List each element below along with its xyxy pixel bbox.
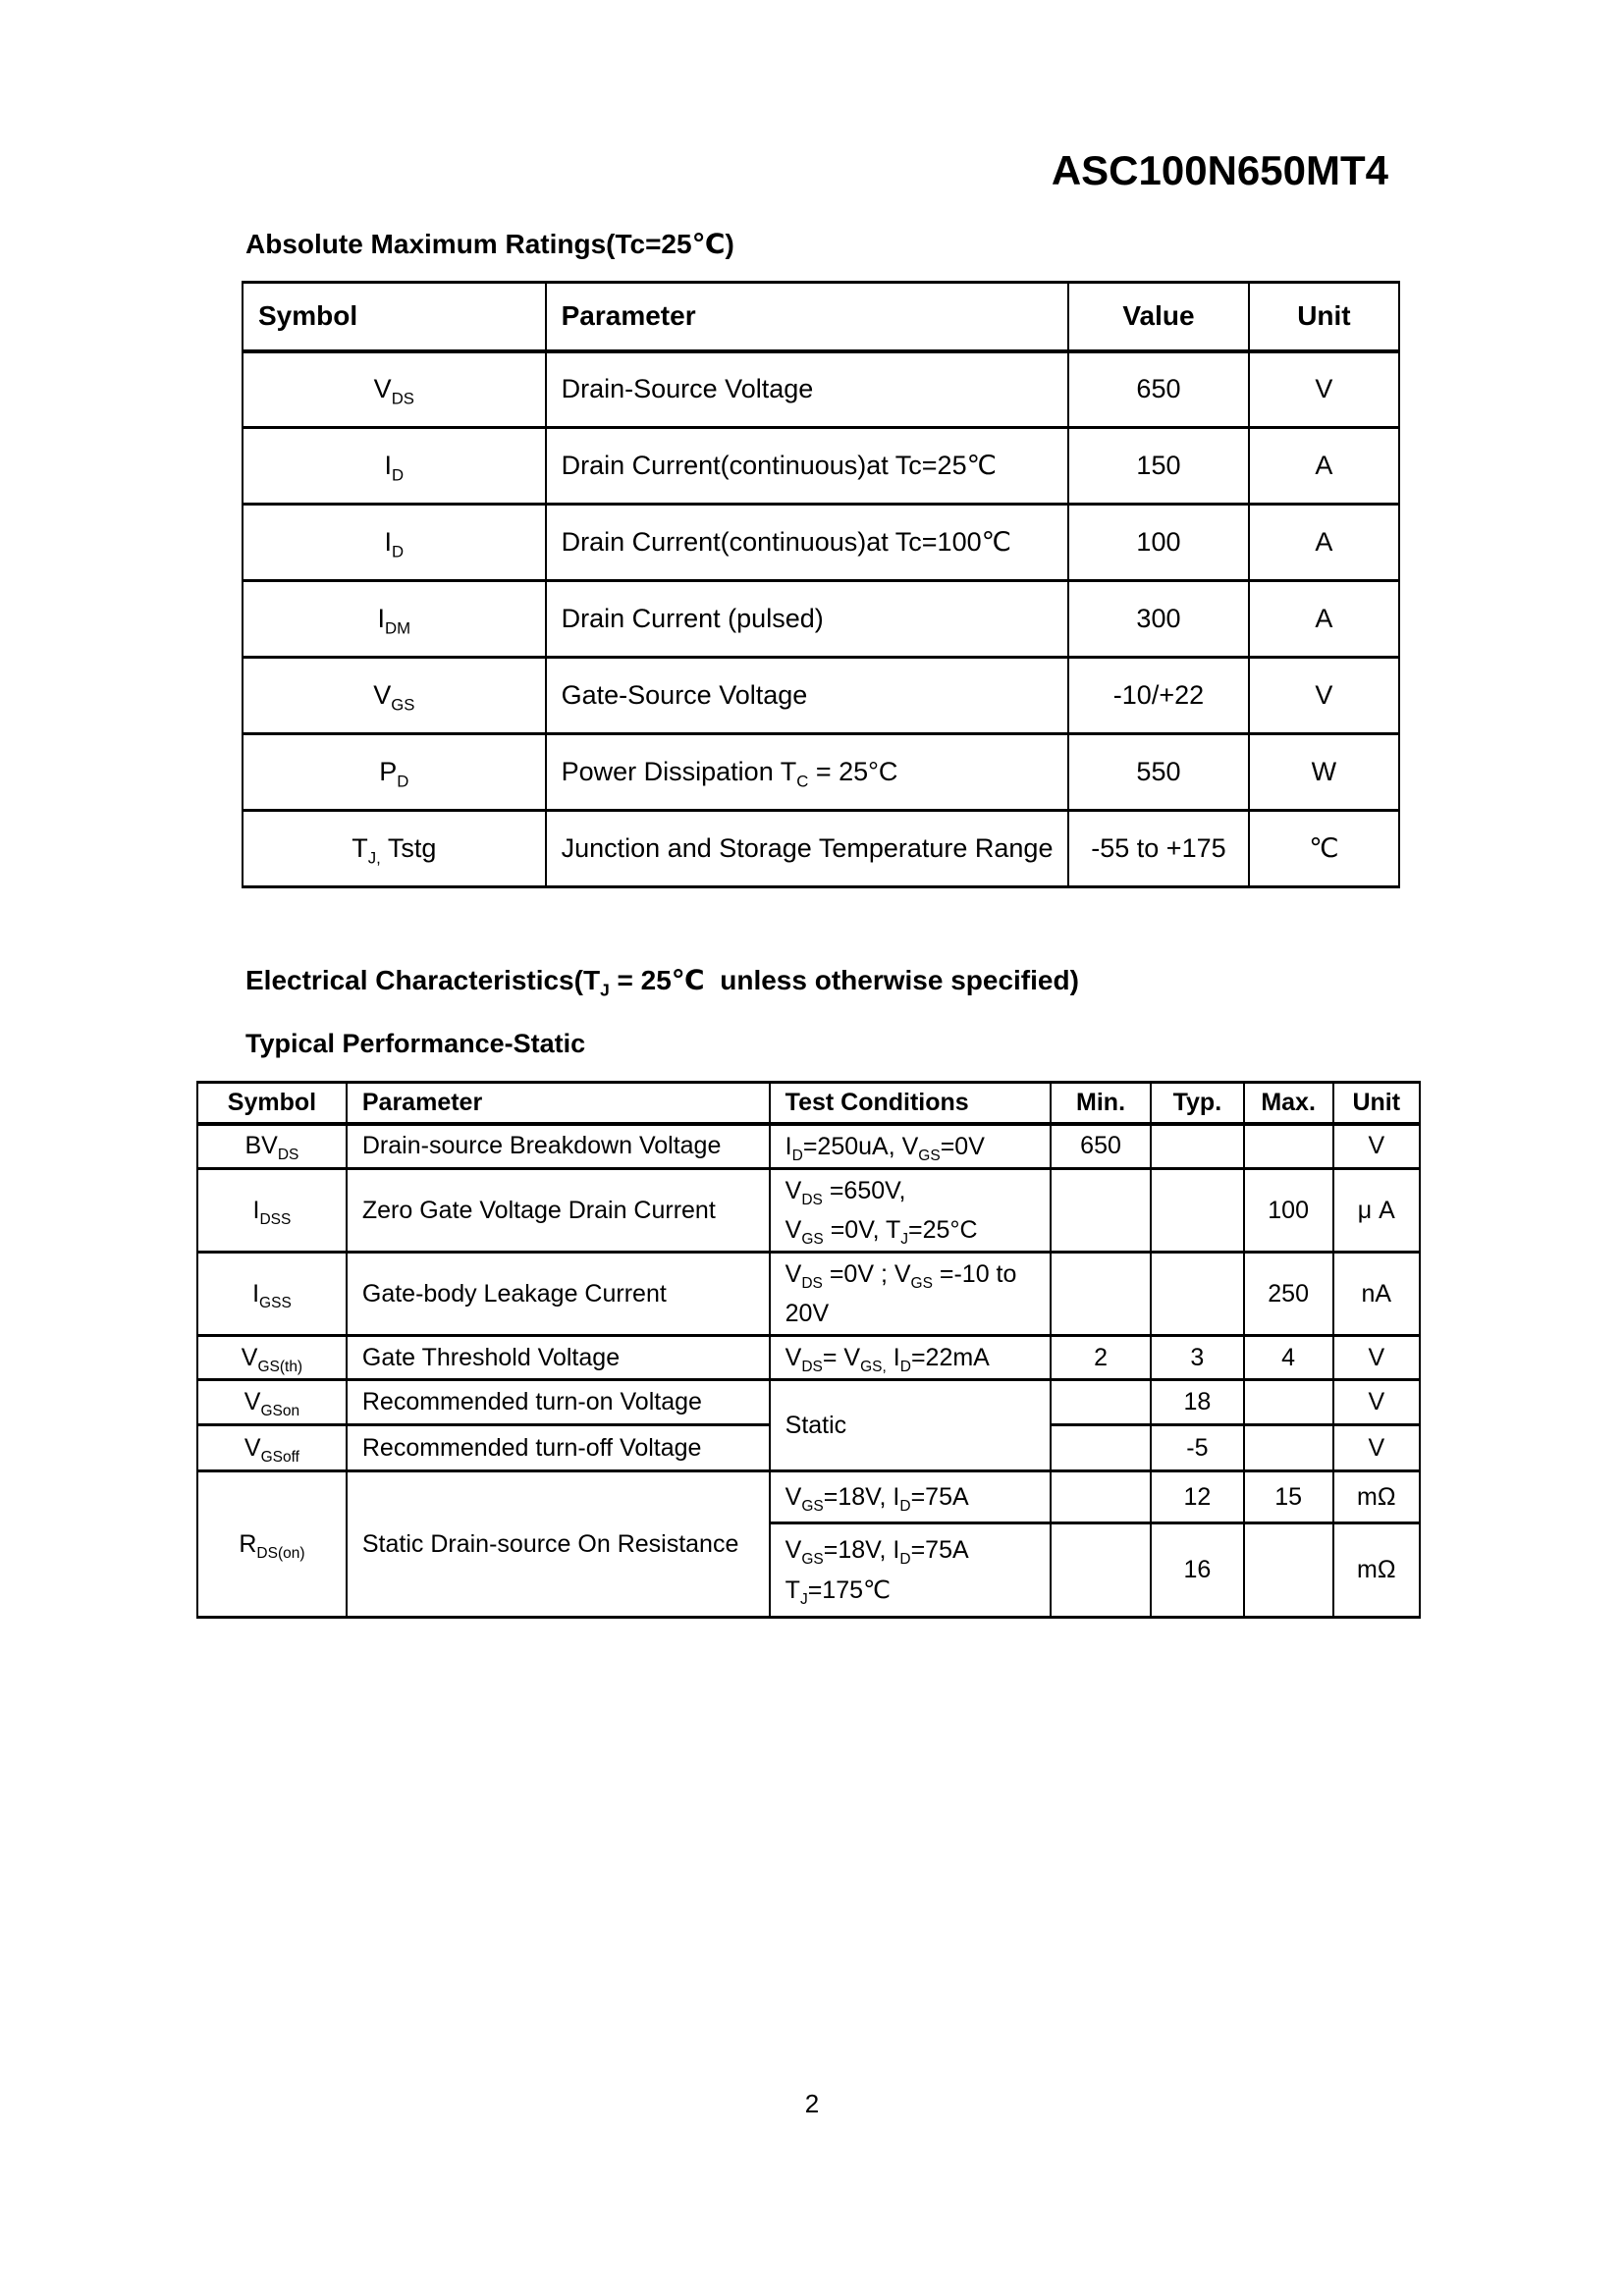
table-row (243, 658, 1399, 734)
typ-cell (1151, 1124, 1244, 1169)
col-header-min: Min. (1051, 1083, 1151, 1124)
table-header-row (243, 283, 1399, 351)
min-cell: 2 (1051, 1336, 1151, 1380)
symbol-cell: $V_{DS}$ (243, 351, 546, 428)
unit-cell: A (1249, 505, 1399, 581)
unit-cell: V (1333, 1336, 1420, 1380)
parameter-cell: Drain Current(continuous)at Tc=25℃ (546, 428, 1068, 505)
max-cell: 4 (1244, 1336, 1333, 1380)
symbol-cell: $R_{DS(on)}$ (197, 1471, 347, 1618)
typ-cell: 3 (1151, 1336, 1244, 1380)
col-header-value: Value (1068, 283, 1249, 351)
value-cell: -10/+22 (1068, 658, 1249, 734)
value-cell: 650 (1068, 351, 1249, 428)
parameter-cell: Static Drain-source On Resistance (347, 1471, 770, 1618)
parameter-cell: Drain Current (pulsed) (546, 581, 1068, 658)
symbol-cell: $I_D$ (243, 505, 546, 581)
page-title: ASC100N650MT4 (1051, 147, 1388, 193)
unit-cell: mΩ (1333, 1523, 1420, 1618)
min-cell (1051, 1471, 1151, 1523)
typ-cell (1151, 1253, 1244, 1336)
test-conditions-cell: $V_{DS}= V_{GS,}$ $I_D=22mA$ (770, 1336, 1051, 1380)
symbol-cell: $V_{GSon}$ (197, 1380, 347, 1425)
parameter-cell: Gate-Source Voltage (546, 658, 1068, 734)
parameter-cell: Power Dissipation $T_C = 25^\circ C$ (546, 734, 1068, 811)
table-row (243, 351, 1399, 428)
symbol-cell: $BV_{DS}$ (197, 1124, 347, 1169)
symbol-cell: $V_{GS(th)}$ (197, 1336, 347, 1380)
symbol-cell: $I_{DM}$ (243, 581, 546, 658)
min-cell (1051, 1169, 1151, 1253)
symbol-cell: $I_{DSS}$ (197, 1169, 347, 1253)
col-header-unit: Unit (1249, 283, 1399, 351)
symbol-cell: $I_D$ (243, 428, 546, 505)
max-cell: 250 (1244, 1253, 1333, 1336)
col-header-parameter: Parameter (347, 1083, 770, 1124)
symbol-cell: $T_{J,}$ Tstg (243, 811, 546, 887)
max-cell (1244, 1425, 1333, 1471)
value-cell: 300 (1068, 581, 1249, 658)
value-cell: 100 (1068, 505, 1249, 581)
value-cell: 550 (1068, 734, 1249, 811)
col-header-test-conditions: Test Conditions (770, 1083, 1051, 1124)
min-cell (1051, 1523, 1151, 1618)
typ-cell: 12 (1151, 1471, 1244, 1523)
parameter-cell: Junction and Storage Temperature Range (546, 811, 1068, 887)
max-cell: 100 (1244, 1169, 1333, 1253)
symbol-cell: $V_{GSoff}$ (197, 1425, 347, 1471)
parameter-cell: Zero Gate Voltage Drain Current (347, 1169, 770, 1253)
value-cell: -55 to +175 (1068, 811, 1249, 887)
unit-cell: A (1249, 428, 1399, 505)
abs-max-table (242, 281, 1400, 888)
parameter-cell: Recommended turn-off Voltage (347, 1425, 770, 1471)
test-conditions-cell: Static (770, 1380, 1051, 1471)
typ-cell (1151, 1169, 1244, 1253)
value-cell: 150 (1068, 428, 1249, 505)
table-header-row (197, 1083, 1420, 1124)
max-cell (1244, 1523, 1333, 1618)
unit-cell: V (1249, 351, 1399, 428)
test-conditions-cell: $I_D=250uA$, $V_{GS}=0V$ (770, 1124, 1051, 1169)
min-cell: 650 (1051, 1124, 1151, 1169)
unit-cell: mΩ (1333, 1471, 1420, 1523)
test-conditions-cell: $V_{GS}=18V$, $I_D=75A$ $T_J=175℃$ (770, 1523, 1051, 1618)
parameter-cell: Drain Current(continuous)at Tc=100℃ (546, 505, 1068, 581)
typ-cell: 16 (1151, 1523, 1244, 1618)
col-header-symbol: Symbol (197, 1083, 347, 1124)
page-number: 2 (804, 2089, 820, 2118)
parameter-cell: Recommended turn-on Voltage (347, 1380, 770, 1425)
symbol-cell: $I_{GSS}$ (197, 1253, 347, 1336)
unit-cell: W (1249, 734, 1399, 811)
parameter-cell: Gate-body Leakage Current (347, 1253, 770, 1336)
table-row (197, 1124, 1420, 1169)
table-row (197, 1336, 1420, 1380)
col-header-symbol: Symbol (243, 283, 546, 351)
symbol-cell: $V_{GS}$ (243, 658, 546, 734)
parameter-cell: Drain-Source Voltage (546, 351, 1068, 428)
min-cell (1051, 1380, 1151, 1425)
test-conditions-cell: $V_{DS} =0V$ ; $V_{GS} =-10$ to 20V (770, 1253, 1051, 1336)
typ-cell: -5 (1151, 1425, 1244, 1471)
max-cell: 15 (1244, 1471, 1333, 1523)
table-row (197, 1471, 1420, 1523)
table-row (243, 581, 1399, 658)
max-cell (1244, 1124, 1333, 1169)
unit-cell: V (1333, 1425, 1420, 1471)
typical-performance-heading: Typical Performance-Static (245, 1029, 586, 1058)
unit-cell: A (1249, 581, 1399, 658)
unit-cell: μ A (1333, 1169, 1420, 1253)
unit-cell: ℃ (1249, 811, 1399, 887)
col-header-typ: Typ. (1151, 1083, 1244, 1124)
table-row (243, 734, 1399, 811)
typ-cell: 18 (1151, 1380, 1244, 1425)
table-row (197, 1380, 1420, 1425)
test-conditions-cell: $V_{DS} =650V$, $V_{GS} =0V$, $T_J=25^\circ C$ (770, 1169, 1051, 1253)
symbol-cell: $P_D$ (243, 734, 546, 811)
col-header-unit: Unit (1333, 1083, 1420, 1124)
col-header-max: Max. (1244, 1083, 1333, 1124)
min-cell (1051, 1425, 1151, 1471)
parameter-cell: Drain-source Breakdown Voltage (347, 1124, 770, 1169)
unit-cell: V (1333, 1124, 1420, 1169)
table-row (197, 1253, 1420, 1336)
unit-cell: nA (1333, 1253, 1420, 1336)
unit-cell: V (1249, 658, 1399, 734)
col-header-parameter: Parameter (546, 283, 1068, 351)
min-cell (1051, 1253, 1151, 1336)
test-conditions-cell: $V_{GS}=18V$, $I_D=75A$ (770, 1471, 1051, 1523)
table-row (243, 811, 1399, 887)
max-cell (1244, 1380, 1333, 1425)
table-row (197, 1169, 1420, 1253)
table-row (243, 505, 1399, 581)
static-performance-table (196, 1081, 1421, 1619)
parameter-cell: Gate Threshold Voltage (347, 1336, 770, 1380)
table-row (243, 428, 1399, 505)
abs-max-heading: Absolute Maximum Ratings(Tc=25℃) (245, 229, 734, 259)
electrical-characteristics-heading: Electrical $Characteristics(T_J$ = 25℃ unless otherwise specified) (245, 965, 1079, 1000)
unit-cell: V (1333, 1380, 1420, 1425)
